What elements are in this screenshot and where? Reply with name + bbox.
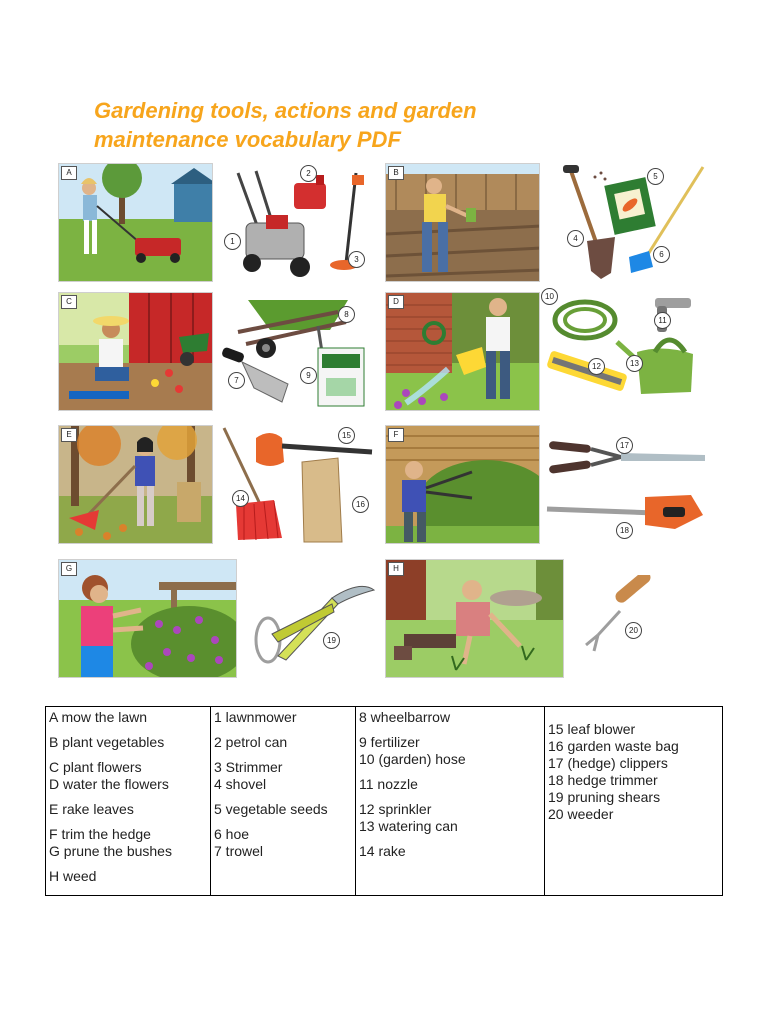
number-badge: 13 bbox=[626, 355, 643, 372]
vocab-item: B plant vegetables bbox=[49, 734, 165, 750]
number-badge: 15 bbox=[338, 427, 355, 444]
vocab-item: 16 garden waste bag bbox=[548, 738, 679, 754]
vocab-item: 9 fertilizer bbox=[359, 734, 420, 750]
number-badge: 12 bbox=[588, 358, 605, 375]
scene-letter: E bbox=[61, 428, 77, 442]
tools-10-13 bbox=[545, 292, 715, 411]
vocab-item: 17 (hedge) clippers bbox=[548, 755, 668, 771]
tools-column-2 bbox=[356, 707, 545, 896]
tools-7-9 bbox=[218, 292, 378, 411]
tools-column-1 bbox=[211, 707, 356, 896]
scene-letter: B bbox=[388, 166, 404, 180]
shovel-seeds-hoe-icon bbox=[545, 163, 715, 282]
weeding-scene-icon bbox=[386, 560, 564, 678]
scene-c-plant-flowers bbox=[58, 292, 213, 411]
scene-letter: D bbox=[388, 295, 404, 309]
scene-b-plant-vegetables bbox=[385, 163, 540, 282]
scene-letter: A bbox=[61, 166, 77, 180]
vocab-item: 8 wheelbarrow bbox=[359, 709, 451, 725]
vocab-item: C plant flowers bbox=[49, 759, 142, 775]
vocab-item: 5 vegetable seeds bbox=[214, 801, 328, 817]
tools-4-6 bbox=[545, 163, 715, 282]
number-badge: 18 bbox=[616, 522, 633, 539]
number-badge: 5 bbox=[647, 168, 664, 185]
mowing-scene-icon bbox=[59, 164, 213, 282]
vocab-item: 20 weeder bbox=[548, 806, 614, 822]
pruning-scene-icon bbox=[59, 560, 237, 678]
actions-column bbox=[46, 707, 211, 896]
vocab-item: 7 trowel bbox=[214, 843, 264, 859]
rake-leaf-blower-waste-bag-icon bbox=[218, 422, 378, 547]
vocab-item: 6 hoe bbox=[214, 826, 250, 842]
page-title bbox=[94, 96, 477, 154]
number-badge: 2 bbox=[300, 165, 317, 182]
vocabulary-table bbox=[45, 706, 723, 896]
tools-column-3 bbox=[545, 707, 723, 896]
title-line-2: maintenance vocabulary PDF bbox=[94, 127, 401, 152]
raking-scene-icon bbox=[59, 426, 213, 544]
vocab-item: 12 sprinkler bbox=[359, 801, 432, 817]
planting-scene-icon bbox=[386, 164, 540, 282]
number-badge: 6 bbox=[653, 246, 670, 263]
vocab-item: 13 watering can bbox=[359, 818, 458, 834]
vocab-item: F trim the hedge bbox=[49, 826, 151, 842]
number-badge: 7 bbox=[228, 372, 245, 389]
tools-1-3 bbox=[218, 163, 378, 282]
number-badge: 19 bbox=[323, 632, 340, 649]
number-badge: 11 bbox=[654, 312, 671, 329]
number-badge: 10 bbox=[541, 288, 558, 305]
number-badge: 9 bbox=[300, 367, 317, 384]
number-badge: 4 bbox=[567, 230, 584, 247]
scene-g-prune-the-bushes bbox=[58, 559, 237, 678]
scene-h-weed bbox=[385, 559, 564, 678]
vocab-item: 15 leaf blower bbox=[548, 721, 636, 737]
pruning-shears-icon bbox=[248, 570, 378, 670]
hose-nozzle-sprinkler-watering-can-icon bbox=[545, 292, 715, 411]
title-line-1: Gardening tools, actions and garden bbox=[94, 98, 477, 123]
vocab-item: 2 petrol can bbox=[214, 734, 288, 750]
number-badge: 17 bbox=[616, 437, 633, 454]
scene-letter: G bbox=[61, 562, 77, 576]
vocab-item: 14 rake bbox=[359, 843, 406, 859]
tools-14-16 bbox=[218, 422, 378, 547]
number-badge: 3 bbox=[348, 251, 365, 268]
vocab-item: 1 lawnmower bbox=[214, 709, 297, 725]
vocab-item: 4 shovel bbox=[214, 776, 267, 792]
vocab-item: H weed bbox=[49, 868, 97, 884]
scene-e-rake-leaves bbox=[58, 425, 213, 544]
vocab-item: A mow the lawn bbox=[49, 709, 148, 725]
number-badge: 1 bbox=[224, 233, 241, 250]
weeder-icon bbox=[578, 575, 668, 660]
vocab-item: 11 nozzle bbox=[359, 776, 418, 792]
vocab-item: G prune the bushes bbox=[49, 843, 172, 859]
scene-a-mow-the-lawn bbox=[58, 163, 213, 282]
scene-d-water-the-flowers bbox=[385, 292, 540, 411]
scene-letter: C bbox=[61, 295, 77, 309]
scene-letter: F bbox=[388, 428, 404, 442]
vocab-item: D water the flowers bbox=[49, 776, 169, 792]
number-badge: 8 bbox=[338, 306, 355, 323]
tool-20 bbox=[578, 575, 668, 660]
tools-17-18 bbox=[545, 425, 715, 544]
vocab-item: 19 pruning shears bbox=[548, 789, 661, 805]
vocab-item: E rake leaves bbox=[49, 801, 134, 817]
vocab-item: 18 hedge trimmer bbox=[548, 772, 658, 788]
number-badge: 14 bbox=[232, 490, 249, 507]
vocab-item: 3 Strimmer bbox=[214, 759, 283, 775]
scene-f-trim-the-hedge bbox=[385, 425, 540, 544]
watering-scene-icon bbox=[386, 293, 540, 411]
number-badge: 16 bbox=[352, 496, 369, 513]
tool-19 bbox=[248, 570, 378, 670]
flower-planting-scene-icon bbox=[59, 293, 213, 411]
vocab-item: 10 (garden) hose bbox=[359, 751, 466, 767]
number-badge: 20 bbox=[625, 622, 642, 639]
hedge-trimming-scene-icon bbox=[386, 426, 540, 544]
scene-letter: H bbox=[388, 562, 404, 576]
